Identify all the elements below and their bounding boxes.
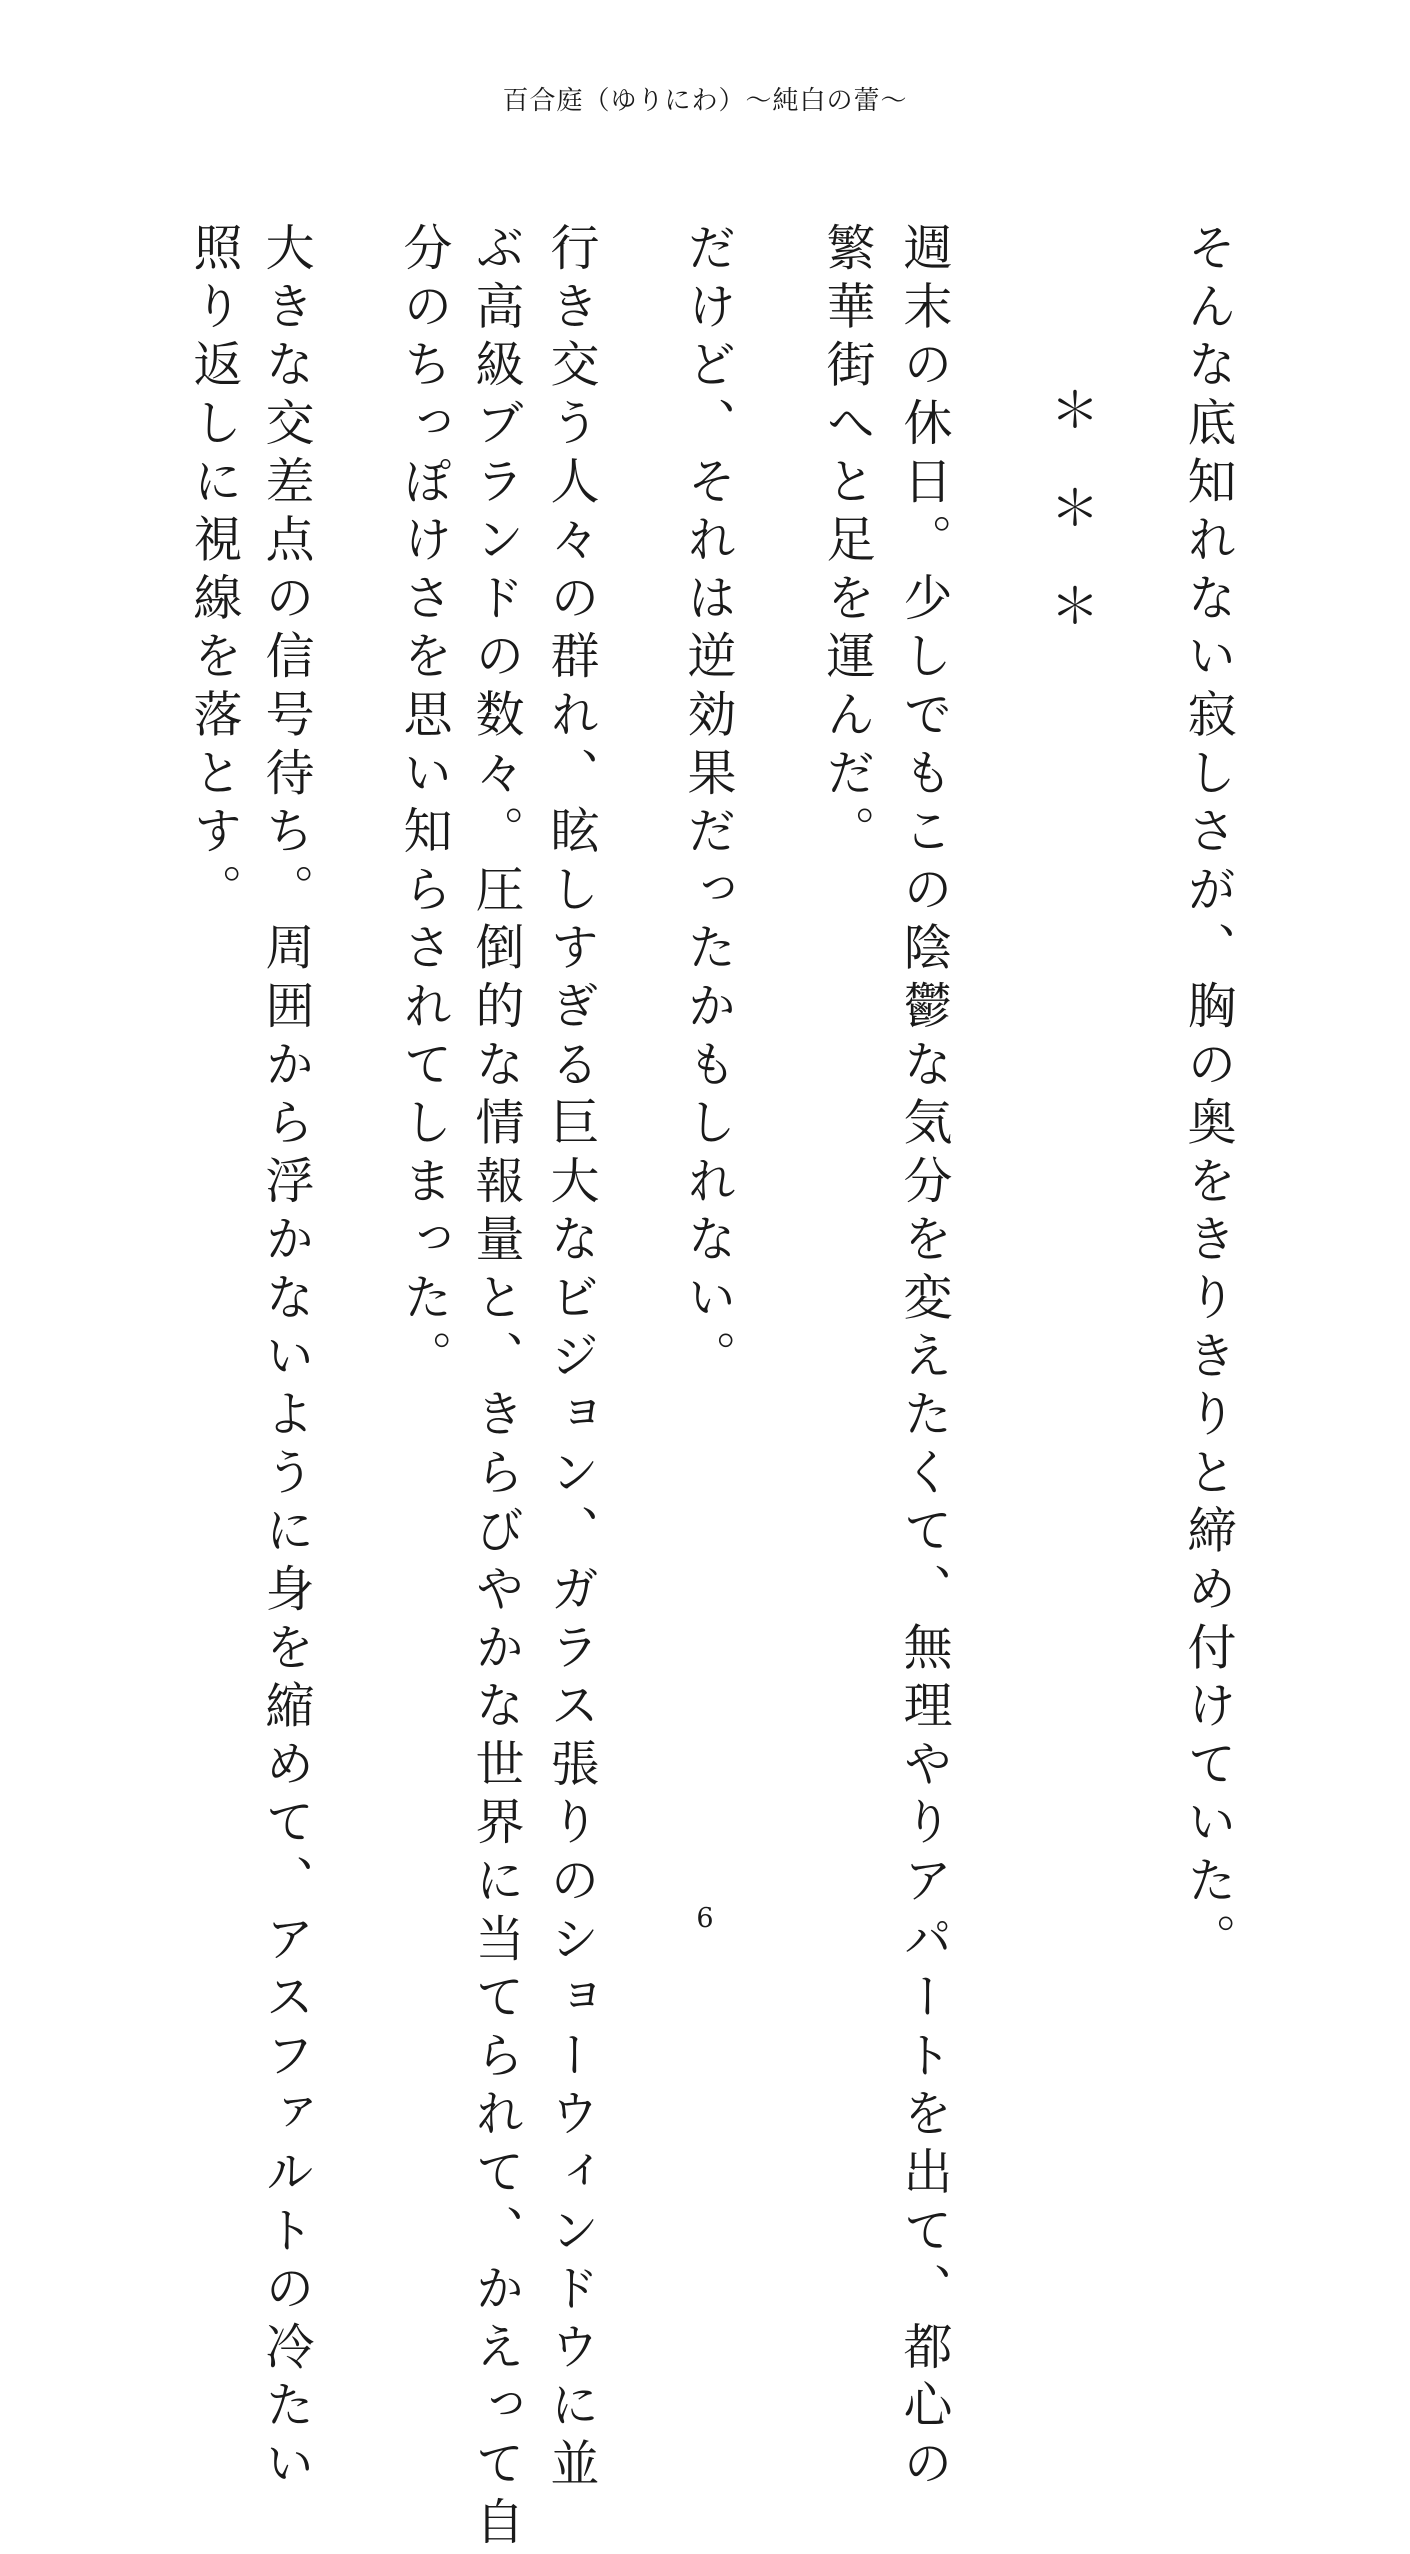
text-line-9: 大きな交差点の信号待ち。周囲から浮かないように身を縮めて、アスファルトの冷たい [258, 222, 315, 2496]
text-line-4: 繁華街へと足を運んだ。 [819, 222, 876, 864]
running-header: 百合庭（ゆりにわ）〜純白の蕾〜 [502, 86, 908, 116]
text-line-8: 分のちっぽけさを思い知らされてしまった。 [396, 222, 453, 1388]
text-line-3: 週末の休日。少しでもこの陰鬱な気分を変えたくて、無理やりアパートを出て、都心の [896, 222, 953, 2496]
page-number: 6 [696, 1903, 714, 1934]
text-line-7: ぶ高級ブランドの数々。圧倒的な情報量と、きらびやかな世界に当てられて、かえって自 [468, 222, 525, 2554]
text-line-10: 照り返しに視線を落とす。 [186, 222, 243, 922]
section-break: ＊ ＊ ＊ [1043, 384, 1100, 629]
text-line-6: 行き交う人々の群れ、眩しすぎる巨大なビジョン、ガラス張りのショーウィンドウに並 [543, 222, 600, 2496]
text-line-1: そんな底知れない寂しさが、胸の奥をきりきりと締め付けていた。 [1180, 222, 1237, 1971]
text-line-5: だけど、それは逆効果だったかもしれない。 [680, 222, 737, 1388]
